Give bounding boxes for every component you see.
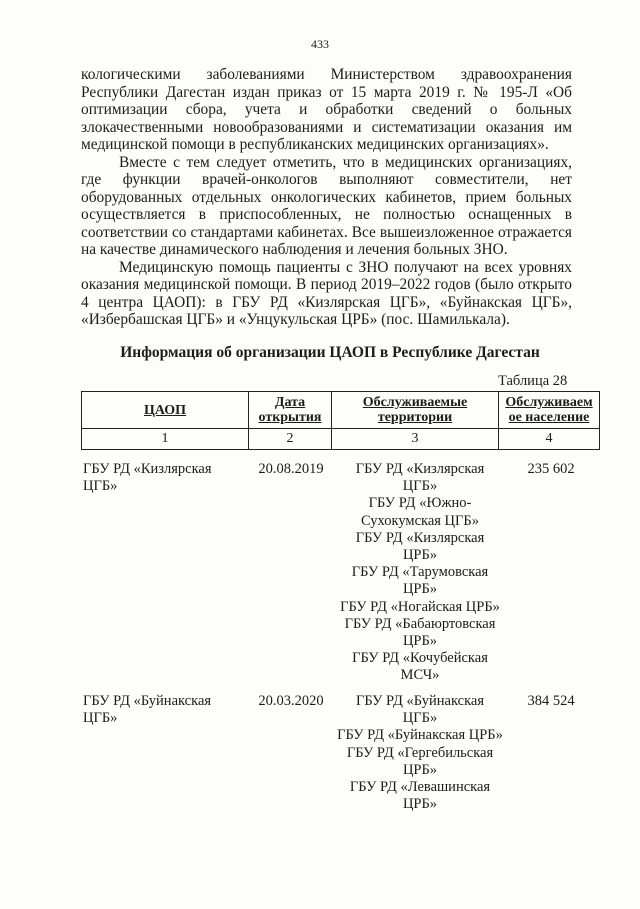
caop-name: ГБУ РД «Буйнакская ЦГБ» (83, 693, 212, 727)
column-number: 2 (286, 431, 294, 446)
territory-item: ГБУ РД «Бабаюртовская ЦРБ» (344, 615, 496, 650)
column-number: 4 (545, 431, 553, 446)
paragraph: Медицинскую помощь пациенты с ЗНО получают на всех уровнях оказания медицинской помощи. В период 2019–2022 годов (было открыто 4 центра ЦАОП): в ГБУ РД «Кизлярская ЦГБ», «Буйнакская ЦГБ», «Избербашская ЦГБ» и «Унцукульская ЦРБ» (пос. Шамилькала). (81, 258, 572, 328)
territory-item: ГБУ РД «Гергебильская ЦРБ» (346, 744, 494, 778)
column-number: 1 (161, 431, 169, 446)
header-population: Обслуживаем ое население (505, 395, 593, 425)
header-caop: ЦАОП (143, 402, 187, 418)
territory-item: ГБУ РД «Буйнакская ЦРБ» (337, 727, 503, 744)
population-value: 235 602 (527, 461, 575, 477)
table-number: Таблица 28 (498, 373, 568, 389)
paragraph: Вместе с тем следует отметить, что в медицинских организациях, где функции врачей-онкологов выполняют совместители, нет оборудованных отдельных онкологических кабинетов, прием больных осуществляется в приспособленных, не полностью оснащенных в соответствии со стандартами кабинетах. Все вышеизложенное отражается на качестве динамического наблюдения и лечения больных ЗНО. (81, 153, 572, 258)
paragraph: кологическими заболеваниями Министерством здравоохранения Республики Дагестан издан приказ от 15 марта 2019 г. № 195-Л «Об оптимизации сбора, учета и обработки сведений о больных злокачественными новообразованиями и систематизации оказания им медицинской помощи в республиканских медицинских организациях». (81, 66, 572, 153)
territory-item: ГБУ РД «Южно-Сухокумская ЦГБ» (360, 495, 479, 529)
header-territories: Обслуживаемые территории (362, 395, 468, 425)
territory-item: ГБУ РД «Буйнакская ЦГБ» (355, 693, 485, 727)
territory-item: ГБУ РД «Левашинская ЦРБ» (349, 779, 491, 813)
territory-item: ГБУ РД «Кизлярская ЦГБ» (355, 461, 485, 495)
body-text (81, 66, 572, 329)
territory-item: ГБУ РД «Тарумовская ЦРБ» (351, 564, 489, 598)
column-number: 3 (411, 431, 419, 446)
column-number-row (81, 429, 600, 450)
table-row (81, 461, 600, 693)
open-date: 20.03.2020 (258, 693, 324, 709)
territory-item: ГБУ РД «Кочубейская МСЧ» (352, 650, 488, 684)
territory-item: ГБУ РД «Кизлярская ЦРБ» (355, 529, 485, 564)
territory-item: ГБУ РД «Ногайская ЦРБ» (340, 598, 500, 615)
territories-list (337, 461, 503, 685)
caop-name: ГБУ РД «Кизлярская ЦГБ» (83, 461, 212, 495)
table-header-row (81, 391, 600, 429)
table-body (81, 450, 600, 813)
table-heading: Информация об организации ЦАОП в Республике Дагестан (120, 344, 540, 361)
territories-list (337, 693, 503, 813)
caop-table (81, 391, 600, 813)
page-number: 433 (311, 37, 329, 51)
population-value: 384 524 (527, 693, 575, 709)
header-date: Дата открытия (258, 395, 322, 425)
open-date: 20.08.2019 (258, 461, 324, 477)
